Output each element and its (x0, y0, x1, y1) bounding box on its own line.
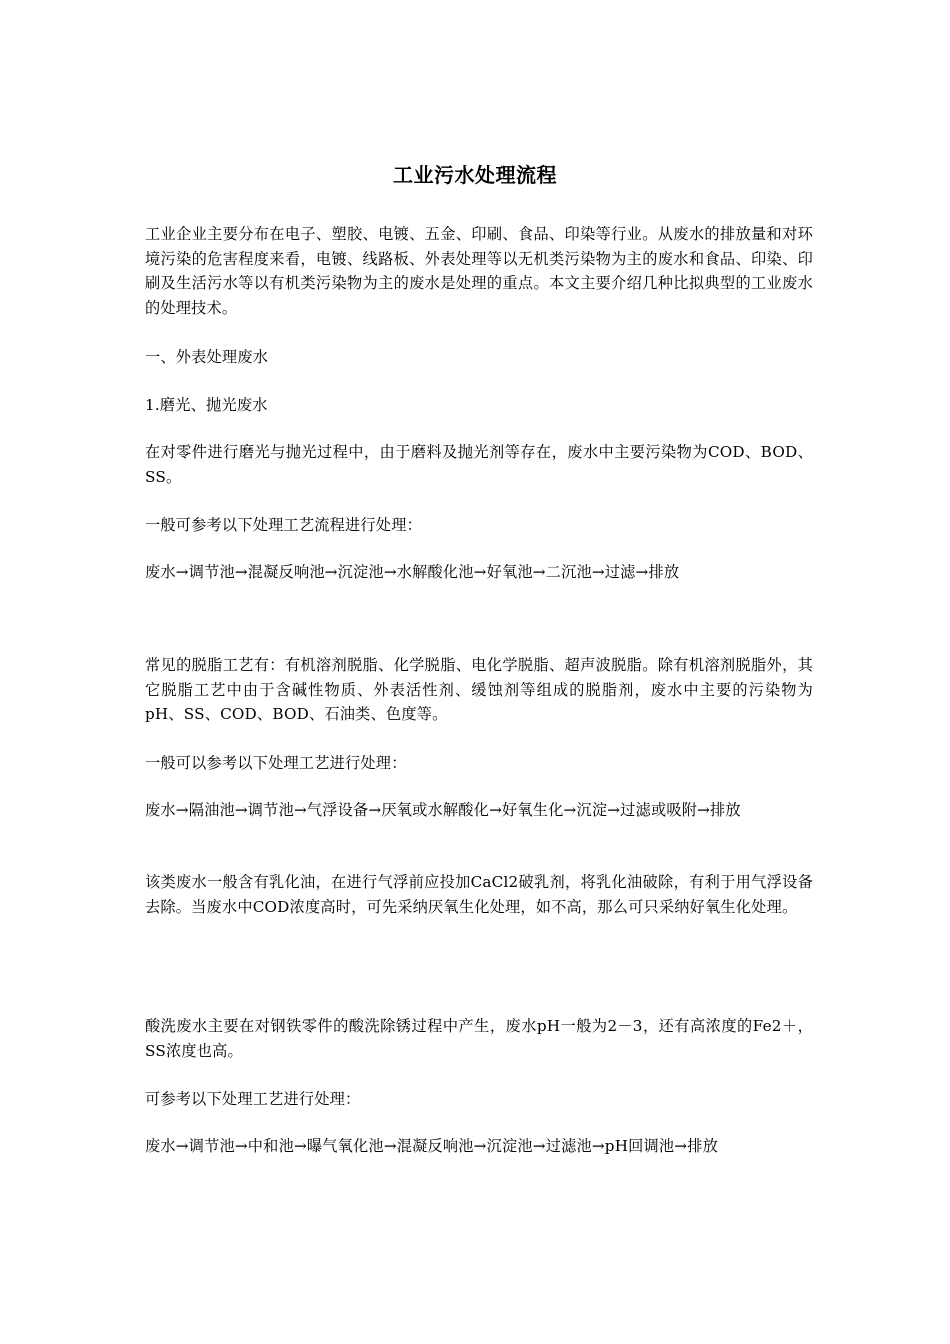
section-heading-surface-treatment: 一、外表处理废水 (145, 348, 269, 366)
process-flow-2: 废水→隔油池→调节池→气浮设备→厌氧或水解酸化→好氧生化→沉淀→过滤或吸附→排放 (145, 801, 741, 819)
subsection-heading-polishing: 1.磨光、抛光废水 (145, 396, 268, 414)
process-intro-3: 可参考以下处理工艺进行处理： (145, 1090, 361, 1108)
intro-paragraph: 工业企业主要分布在电子、塑胶、电镀、五金、印刷、食品、印染等行业。从废水的排放量和对环境污染的危害程度来看，电镀、线路板、外表处理等以无机类污染物为主的废水和食品、印染、印刷及生活污水等以有机类污染物为主的废水是处理的重点。本文主要介绍几种比拟典型的工业废水的处理技术。 (145, 225, 813, 317)
process-flow-3: 废水→调节池→中和池→曝气氧化池→混凝反响池→沉淀池→过滤池→pH回调池→排放 (145, 1137, 719, 1155)
process-intro-2: 一般可以参考以下处理工艺进行处理： (145, 754, 407, 772)
document-title: 工业污水处理流程 (393, 163, 557, 187)
process-flow-1: 废水→调节池→混凝反响池→沉淀池→水解酸化池→好氧池→二沉池→过滤→排放 (145, 563, 680, 581)
polishing-paragraph: 在对零件进行磨光与抛光过程中，由于磨料及抛光剂等存在，废水中主要污染物为COD、BOD、SS。 (145, 443, 813, 486)
degreasing-paragraph: 常见的脱脂工艺有：有机溶剂脱脂、化学脱脂、电化学脱脂、超声波脱脂。除有机溶剂脱脂外，其它脱脂工艺中由于含碱性物质、外表活性剂、缓蚀剂等组成的脱脂剂，废水中主要的污染物为pH、SS、COD、BOD、石油类、色度等。 (145, 656, 813, 723)
pickling-paragraph: 酸洗废水主要在对钢铁零件的酸洗除锈过程中产生，废水pH一般为2－3，还有高浓度的Fe2＋，SS浓度也高。 (145, 1017, 813, 1060)
process-intro-1: 一般可参考以下处理工艺流程进行处理： (145, 516, 422, 534)
emulsified-oil-paragraph: 该类废水一般含有乳化油，在进行气浮前应投加CaCl2破乳剂，将乳化油破除，有利于用气浮设备去除。当废水中COD浓度高时，可先采纳厌氧生化处理，如不高，那么可只采纳好氧生化处理。 (145, 873, 813, 916)
